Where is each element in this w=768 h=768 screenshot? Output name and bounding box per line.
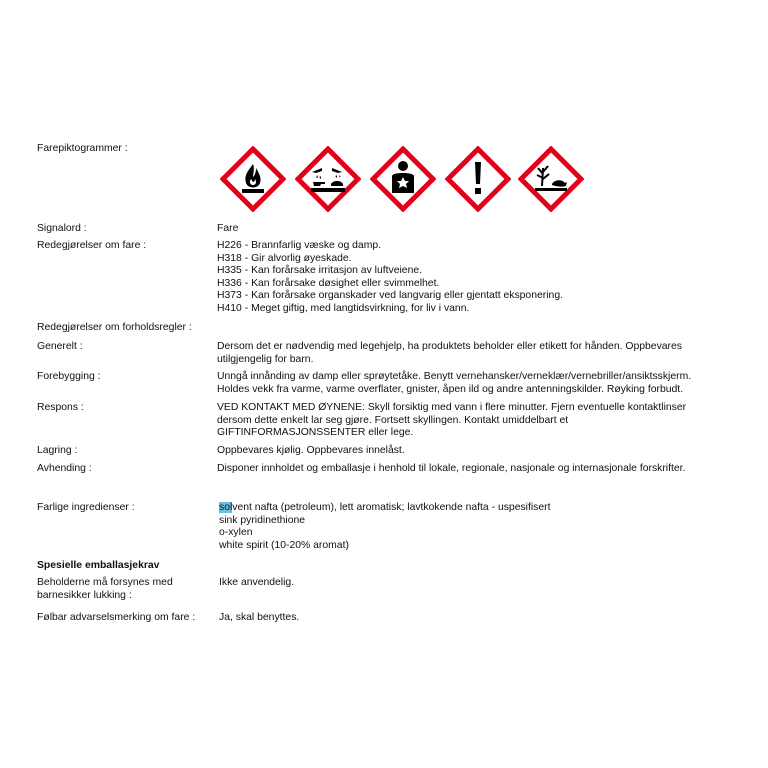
response-label: Respons : bbox=[37, 402, 84, 413]
ingredients-list bbox=[219, 502, 551, 552]
ingredients-label: Farlige ingredienser : bbox=[37, 502, 135, 513]
precautionary-heading: Redegjørelser om forholdsregler : bbox=[37, 322, 192, 333]
pictograms-label: Farepiktogrammer : bbox=[37, 143, 128, 154]
disposal-text: Disponer innholdet og emballasje i henhold til lokale, regionale, nasjonale og internasjonale forskrifter. bbox=[217, 463, 686, 474]
signal-word-label: Signalord : bbox=[37, 223, 87, 234]
hazard-statement: H336 - Kan forårsake døsighet eller svimmelhet. bbox=[217, 277, 440, 289]
response-line: GIFTINFORMASJONSSENTER eller lege. bbox=[217, 427, 414, 439]
ingredient-item: solvent nafta (petroleum), lett aromatisk; lavtkokende nafta - uspesifisert bbox=[219, 502, 551, 513]
packaging-heading: Spesielle emballasjekrav bbox=[37, 560, 160, 571]
exclamation-icon bbox=[445, 146, 511, 212]
prevention-line: Unngå innånding av damp eller sprøytetåke. Benytt vernehansker/verneklær/vernebriller/ansiktsskjerm. bbox=[217, 371, 692, 382]
corrosion-icon bbox=[295, 146, 361, 212]
ingredient-item: white spirit (10-20% aromat) bbox=[219, 539, 349, 551]
prevention-text bbox=[217, 371, 691, 396]
storage-text: Oppbevares kjølig. Oppbevares innelåst. bbox=[217, 445, 405, 456]
general-line: Dersom det er nødvendig med legehjelp, ha produktets beholder eller etikett for hånden. Oppbevares bbox=[217, 341, 682, 352]
ingredient-item: sink pyridinethione bbox=[219, 514, 306, 526]
prevention-label: Forebygging : bbox=[37, 371, 101, 382]
tactile-warning-label: Følbar advarselsmerking om fare : bbox=[37, 612, 196, 623]
response-text bbox=[217, 402, 686, 440]
flame-icon bbox=[220, 146, 286, 212]
storage-label: Lagring : bbox=[37, 445, 78, 456]
prevention-line: Holdes vekk fra varme, varme overflater, gnister, åpen ild og andre antenningskilder. Røyking forbudt. bbox=[217, 383, 684, 395]
hazard-statement: H373 - Kan forårsake organskader ved langvarig eller gjentatt eksponering. bbox=[217, 290, 563, 302]
signal-word-value: Fare bbox=[217, 223, 239, 234]
ingredient-item: o-xylen bbox=[219, 527, 253, 539]
response-line: VED KONTAKT MED ØYNENE: Skyll forsiktig med vann i flere minutter. Fjern eventuelle kontaktlinser bbox=[217, 402, 687, 413]
hazard-statement: H335 - Kan forårsake irritasjon av luftveiene. bbox=[217, 265, 423, 277]
childproof-label-line: barnesikker lukking : bbox=[37, 589, 132, 601]
general-label: Generelt : bbox=[37, 341, 83, 352]
childproof-value: Ikke anvendelig. bbox=[219, 577, 295, 588]
hazard-statements-label: Redegjørelser om fare : bbox=[37, 240, 147, 251]
hazard-statement: H226 - Brannfarlig væske og damp. bbox=[217, 240, 382, 251]
hazard-statement: H410 - Meget giftig, med langtidsvirkning, for liv i vann. bbox=[217, 302, 470, 314]
environment-icon bbox=[518, 146, 584, 212]
general-text bbox=[217, 341, 682, 366]
hazard-statement: H318 - Gir alvorlig øyeskade. bbox=[217, 252, 352, 264]
health-hazard-icon bbox=[370, 146, 436, 212]
response-line: dersom dette enkelt lar seg gjøre. Fortsett skyllingen. Kontakt umiddelbart et bbox=[217, 414, 569, 426]
disposal-label: Avhending : bbox=[37, 463, 92, 474]
tactile-warning-value: Ja, skal benyttes. bbox=[219, 612, 300, 623]
hazard-statements-list bbox=[217, 240, 563, 316]
general-line: utilgjengelig for barn. bbox=[217, 353, 314, 365]
childproof-label bbox=[37, 577, 173, 602]
childproof-label-line: Beholderne må forsynes med bbox=[37, 577, 173, 588]
